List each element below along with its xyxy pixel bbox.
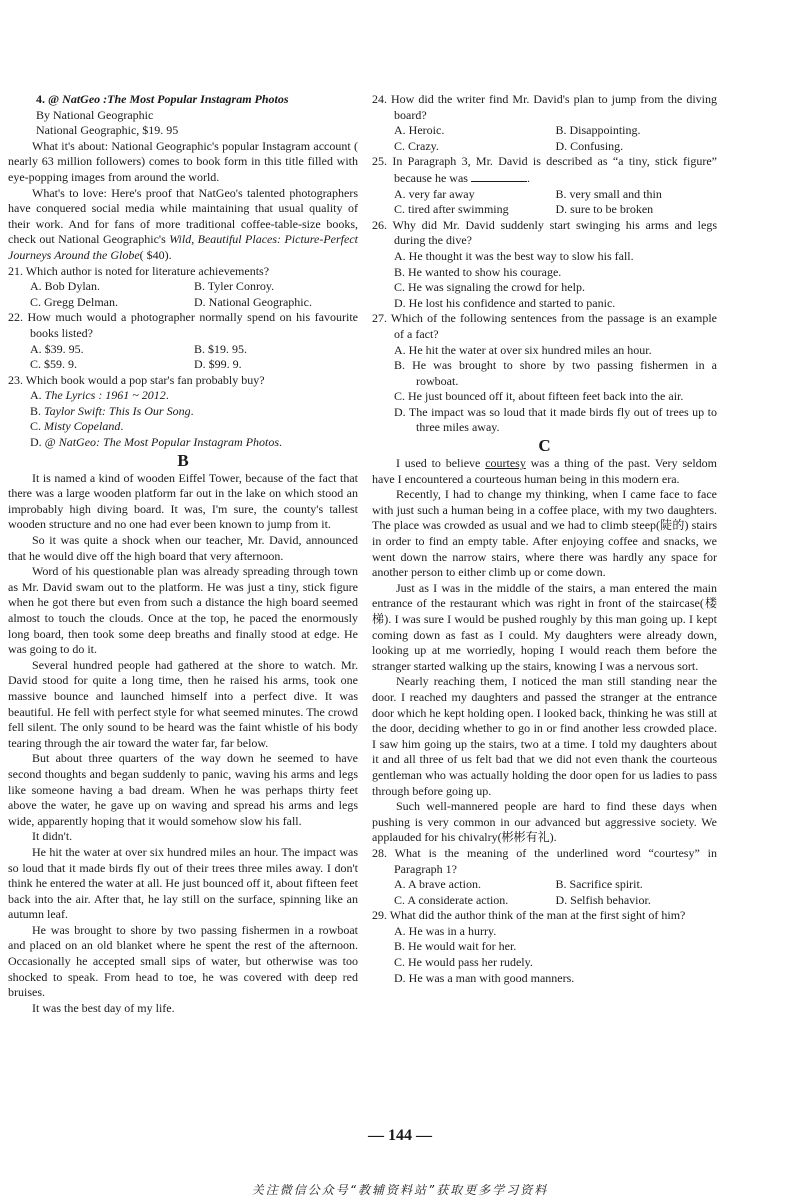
option-c: C. tired after swimming bbox=[394, 202, 509, 217]
option-b: B. $19. 95. bbox=[194, 341, 248, 356]
question-stem: 28. What is the meaning of the underlined word “courtesy” in Paragraph 1? bbox=[372, 845, 717, 876]
option-c: C. He would pass her rudely. bbox=[394, 955, 533, 970]
option-a: A. $39. 95. bbox=[30, 341, 84, 356]
book-highlight: What's to love: Here's proof that NatGeo's talented photographers have conquered social media while maintaining that usual quality of their work. And for fans of more traditional coffee-table-size books, check out National Geographic's Wild, Beautiful Places: Picture-Perfect Journeys Around the Globe( $40). bbox=[8, 185, 358, 262]
option-b: B. He would wait for her. bbox=[394, 939, 517, 954]
option-a: A. He thought it was the best way to slow his fall. bbox=[394, 248, 634, 263]
passage-b-paragraph: It didn't. bbox=[32, 829, 73, 844]
book-item-title: 4. @ NatGeo :The Most Popular Instagram Photos bbox=[36, 92, 289, 106]
passage-b-paragraph: It is named a kind of wooden Eiffel Tower, because of the fact that there was a large wooden platform far out in the lake on which stood an improbably high diving board. It was, I'm sure, the county's tallest wooden structure and no one had ever been known to jump from it. bbox=[8, 470, 358, 532]
option-a: A. He hit the water at over six hundred miles an hour. bbox=[394, 342, 652, 357]
book-author: By National Geographic bbox=[36, 107, 154, 122]
passage-b-paragraph: He was brought to shore by two passing fishermen in a rowboat and placed on an old blanket where he spent the rest of the afternoon. Occasionally he accepted small sips of water, but otherwise was too shocked to speak. From head to toe, he was covered with deep red bruises. bbox=[8, 922, 358, 1000]
question-stem: 22. How much would a photographer normally spend on his favourite books listed? bbox=[8, 310, 358, 340]
option-d: D. He lost his confidence and started to panic. bbox=[394, 295, 616, 310]
right-column bbox=[372, 92, 717, 986]
option-a: A. The Lyrics : 1961 ~ 2012. bbox=[30, 388, 169, 403]
option-c: C. A considerate action. bbox=[394, 892, 509, 907]
question-25 bbox=[372, 154, 717, 217]
footer-note: 关注微信公众号“教辅资料站”获取更多学习资料 bbox=[251, 1183, 549, 1197]
option-c: C. Gregg Delman. bbox=[30, 294, 118, 309]
passage-c-paragraph: Such well-mannered people are hard to find these days when pushing is very common in our advanced but aggressive society. We applauded for his chivalry(彬彬有礼). bbox=[372, 799, 717, 845]
option-b: B. Sacrifice spirit. bbox=[555, 877, 643, 892]
passage-b-paragraph: Several hundred people had gathered at the shore to watch. Mr. David stood for quite a long time, then he raised his arms, took one massive bounce and launched himself into a perfect dive. It was beautiful. He fell with perfect style for what seemed minutes. The crowd fell silent. The only sound to be heard was the faint whistle of his body tearing through the air toward the water far, far below. bbox=[8, 657, 358, 750]
option-a: A. A brave action. bbox=[394, 877, 481, 892]
question-stem: 29. What did the author think of the man at the first sight of him? bbox=[372, 908, 686, 923]
passage-b-paragraph: But about three quarters of the way down he seemed to have second thoughts and began suddenly to panic, waving his arms and legs like someone having a bad dream. When he was perhaps thirty feet above the water, he gave up on waving and spread his arms and legs wide, apparently hoping that it would somehow slow his fall. bbox=[8, 751, 358, 828]
question-26 bbox=[372, 218, 717, 312]
question-22 bbox=[8, 310, 358, 372]
underlined-word: courtesy bbox=[485, 456, 526, 471]
option-c: C. Misty Copeland. bbox=[30, 419, 124, 434]
page-number: — 144 — bbox=[368, 1127, 432, 1144]
question-24 bbox=[372, 92, 717, 154]
option-d: D. $99. 9. bbox=[194, 357, 242, 372]
option-d: D. National Geographic. bbox=[194, 294, 312, 309]
left-column bbox=[8, 92, 358, 1016]
option-a: A. Heroic. bbox=[394, 123, 445, 138]
passage-c-paragraph: I used to believe courtesy was a thing of the past. Very seldom have I encountered a courteous human being in this modern era. bbox=[372, 456, 717, 486]
question-29 bbox=[372, 908, 717, 986]
passage-b-paragraph: It was the best day of my life. bbox=[32, 1000, 175, 1015]
section-b-heading: B bbox=[177, 450, 189, 470]
question-stem: 24. How did the writer find Mr. David's plan to jump from the diving board? bbox=[372, 92, 717, 122]
question-stem: 27. Which of the following sentences from the passage is an example of a fact? bbox=[372, 311, 717, 341]
option-b: B. very small and thin bbox=[555, 186, 662, 201]
option-d: D. The impact was so loud that it made birds fly out of trees up to three miles away. bbox=[394, 404, 717, 435]
question-23 bbox=[8, 373, 358, 451]
option-a: A. He was in a hurry. bbox=[394, 923, 497, 938]
passage-c-paragraph: Recently, I had to change my thinking, when I came face to face with just such a human being in a coffee place, with my two daughters. The place was crowded as usual and we had to climb steep(陡的) stairs in order to find an empty table. After enjoying coffee and snacks, we went down the narrow stairs, where there was hardly any space for another person to either climb up or come down. bbox=[372, 487, 717, 580]
passage-b-paragraph: Word of his questionable plan was already spreading through town as Mr. David swam out to the platform. He was just a tiny, stick figure when he got there but even from such a distance the high board seemed almost to touch the clouds. Once at the top, he paced the enormously long board, then took some deep breaths and finally stood at edge. He was going to do it. bbox=[8, 564, 358, 657]
passage-c-paragraph: Just as I was in the middle of the stairs, a man entered the main entrance of the restaurant which was right in front of the staircase(楼梯). I was sure I would be pushed roughly by this man going up. I kept coming down as fast as I could. My daughters were already down, looking up at me worriedly, hoping I would reach them before the stranger started walking up the stairs, knowing I was a nervous sort. bbox=[372, 580, 717, 673]
section-c-heading: C bbox=[538, 436, 551, 456]
option-c: C. $59. 9. bbox=[30, 357, 78, 372]
option-d: D. sure to be broken bbox=[555, 202, 654, 217]
option-a: A. very far away bbox=[394, 186, 475, 201]
option-b: B. Taylor Swift: This Is Our Song. bbox=[30, 403, 194, 418]
option-d: D. @ NatGeo: The Most Popular Instagram Photos. bbox=[30, 435, 283, 450]
option-c: C. Crazy. bbox=[394, 138, 439, 153]
question-stem: 21. Which author is noted for literature achievements? bbox=[8, 263, 270, 278]
book-description: What it's about: National Geographic's popular Instagram account ( nearly 63 million followers) comes to book form in this title filled with eye-popping images from around the world. bbox=[8, 138, 358, 184]
option-d: D. Confusing. bbox=[555, 138, 624, 153]
option-b: B. He wanted to show his courage. bbox=[394, 264, 562, 279]
question-stem: 26. Why did Mr. David suddenly start swinging his arms and legs during the dive? bbox=[372, 217, 717, 248]
option-c: C. He was signaling the crowd for help. bbox=[394, 280, 585, 295]
passage-b-paragraph: So it was quite a shock when our teacher, Mr. David, announced that he would dive off the high board that very afternoon. bbox=[8, 533, 358, 563]
question-28 bbox=[372, 846, 717, 908]
passage-b-paragraph: He hit the water at over six hundred miles an hour. The impact was so loud that it made birds fly out of their trees three miles away. I don't think he entered the water at all. He just bounced off it, about fifteen feet back into the air. After that, he lay still on the surface, spinning like an autumn leaf. bbox=[8, 844, 358, 922]
question-21 bbox=[8, 264, 358, 311]
option-d: D. Selfish behavior. bbox=[555, 892, 651, 907]
passage-c-paragraph: Nearly reaching them, I noticed the man still standing near the door. I reached my daughters and passed the stranger at the entrance door which he kept holding open. I looked back, thinking he was still at the door, deciding whether to go in or find another less crowded place. I saw him going up the stairs, two at a time. I told my daughters about it and all three of us felt bad that we did not even thank the courteous gentleman who was actually holding the door open for us ladies to pass through before going up. bbox=[372, 674, 717, 798]
question-27 bbox=[372, 311, 717, 436]
book-publisher-price: National Geographic, $19. 95 bbox=[36, 123, 179, 138]
answer-blank bbox=[471, 170, 527, 182]
option-b: B. He was brought to shore by two passing fishermen in a rowboat. bbox=[394, 358, 717, 388]
question-stem: 23. Which book would a pop star's fan probably buy? bbox=[8, 372, 265, 387]
option-a: A. Bob Dylan. bbox=[30, 279, 100, 294]
option-b: B. Disappointing. bbox=[555, 123, 641, 138]
option-d: D. He was a man with good manners. bbox=[394, 970, 575, 985]
option-b: B. Tyler Conroy. bbox=[194, 279, 275, 294]
question-stem: 25. In Paragraph 3, Mr. David is described as “a tiny, stick figure” because he was . bbox=[372, 154, 717, 185]
option-c: C. He just bounced off it, about fifteen feet back into the air. bbox=[394, 389, 684, 404]
